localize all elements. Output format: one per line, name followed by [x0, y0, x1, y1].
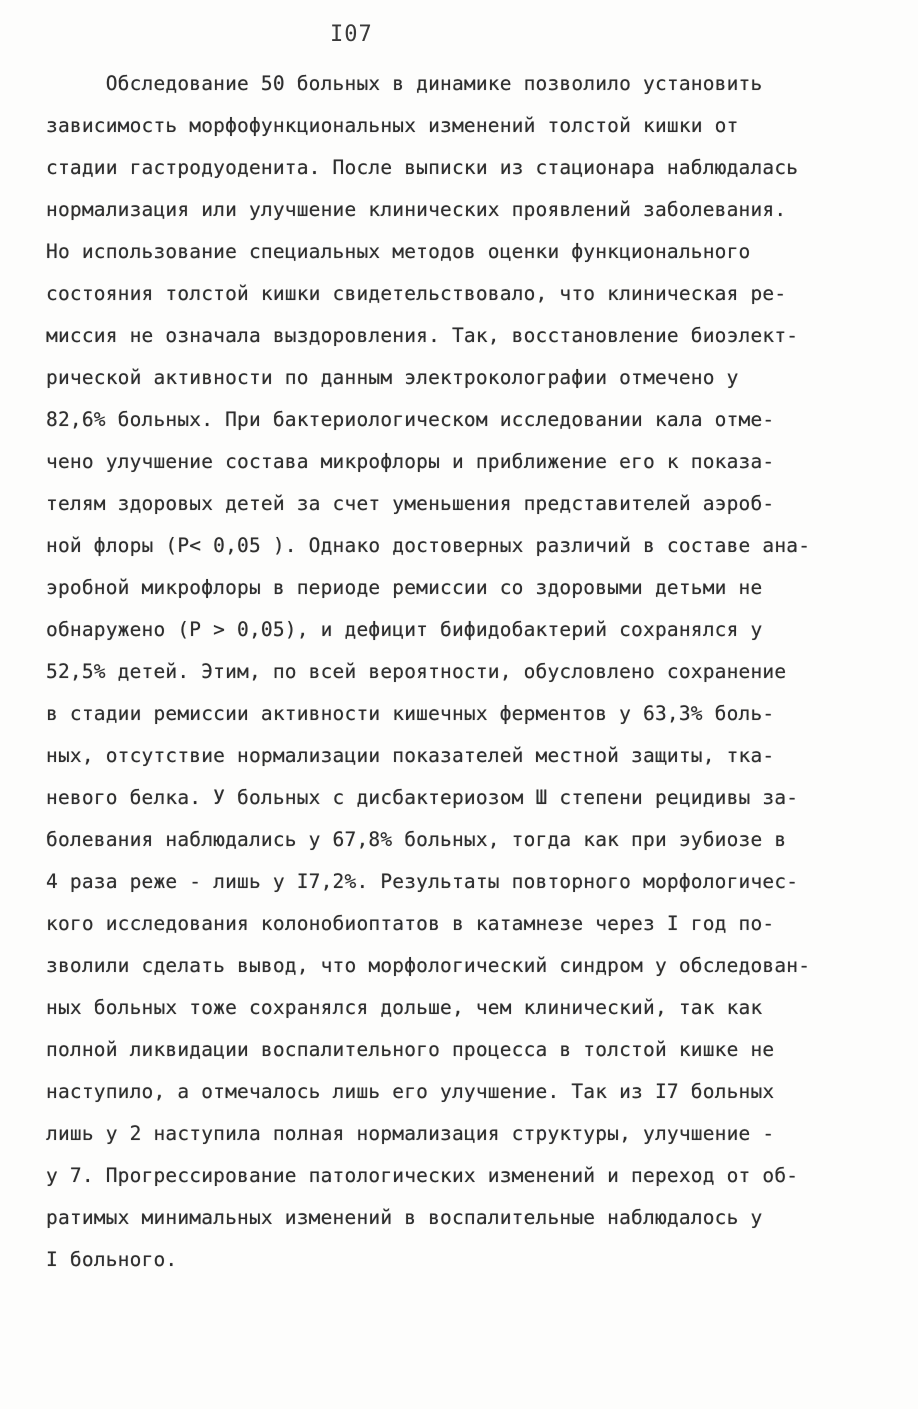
text-line: телям здоровых детей за счет уменьшения представителей аэроб-: [46, 492, 775, 515]
text-line: зволили сделать вывод, что морфологический синдром у обследован-: [46, 954, 811, 977]
text-line: 52,5% детей. Этим, по всей вероятности, обусловлено сохранение: [46, 660, 787, 683]
text-line: ных больных тоже сохранялся дольше, чем клинический, так как: [46, 996, 763, 1019]
text-line: болевания наблюдались у 67,8% больных, тогда как при эубиозе в: [46, 828, 787, 851]
text-line: состояния толстой кишки свидетельствовало, что клиническая ре-: [46, 282, 787, 305]
text-line: I больного.: [46, 1248, 178, 1271]
text-line: нормализация или улучшение клинических проявлений заболевания.: [46, 198, 787, 221]
text-line: кого исследования колонобиоптатов в катамнезе через I год по-: [46, 912, 775, 935]
text-line: в стадии ремиссии активности кишечных ферментов у 63,3% боль-: [46, 702, 775, 725]
text-line: Обследование 50 больных в динамике позволило установить: [46, 72, 763, 95]
text-line: зависимость морфофункциональных изменений толстой кишки от: [46, 114, 739, 137]
text-line: ратимых минимальных изменений в воспалительные наблюдалось у: [46, 1206, 763, 1229]
text-line: эробной микрофлоры в периоде ремиссии со здоровыми детьми не: [46, 576, 763, 599]
text-line: чено улучшение состава микрофлоры и приближение его к показа-: [46, 450, 775, 473]
text-line: 82,6% больных. При бактериологическом исследовании кала отме-: [46, 408, 775, 431]
text-line: обнаружено (P > 0,05), и дефицит бифидобактерий сохранялся у: [46, 618, 763, 641]
text-line: рической активности по данным электроколографии отмечено у: [46, 366, 739, 389]
text-line: ных, отсутствие нормализации показателей местной защиты, тка-: [46, 744, 775, 767]
text-line: наступило, а отмечалось лишь его улучшение. Так из I7 больных: [46, 1080, 775, 1103]
page-number: I07: [330, 22, 373, 47]
text-line: у 7. Прогрессирование патологических изменений и переход от об-: [46, 1164, 799, 1187]
text-line: стадии гастродуоденита. После выписки из стационара наблюдалась: [46, 156, 799, 179]
text-line: миссия не означала выздоровления. Так, восстановление биоэлект-: [46, 324, 799, 347]
text-line: ной флоры (P< 0,05 ). Однако достоверных различий в составе ана-: [46, 534, 811, 557]
text-line: Но использование специальных методов оценки функционального: [46, 240, 751, 263]
text-line: полной ликвидации воспалительного процесса в толстой кишке не: [46, 1038, 775, 1061]
text-line: невого белка. У больных с дисбактериозом Ш степени рецидивы за-: [46, 786, 799, 809]
text-line: лишь у 2 наступила полная нормализация структуры, улучшение -: [46, 1122, 775, 1145]
text-line: 4 раза реже - лишь у I7,2%. Результаты повторного морфологичес-: [46, 870, 799, 893]
